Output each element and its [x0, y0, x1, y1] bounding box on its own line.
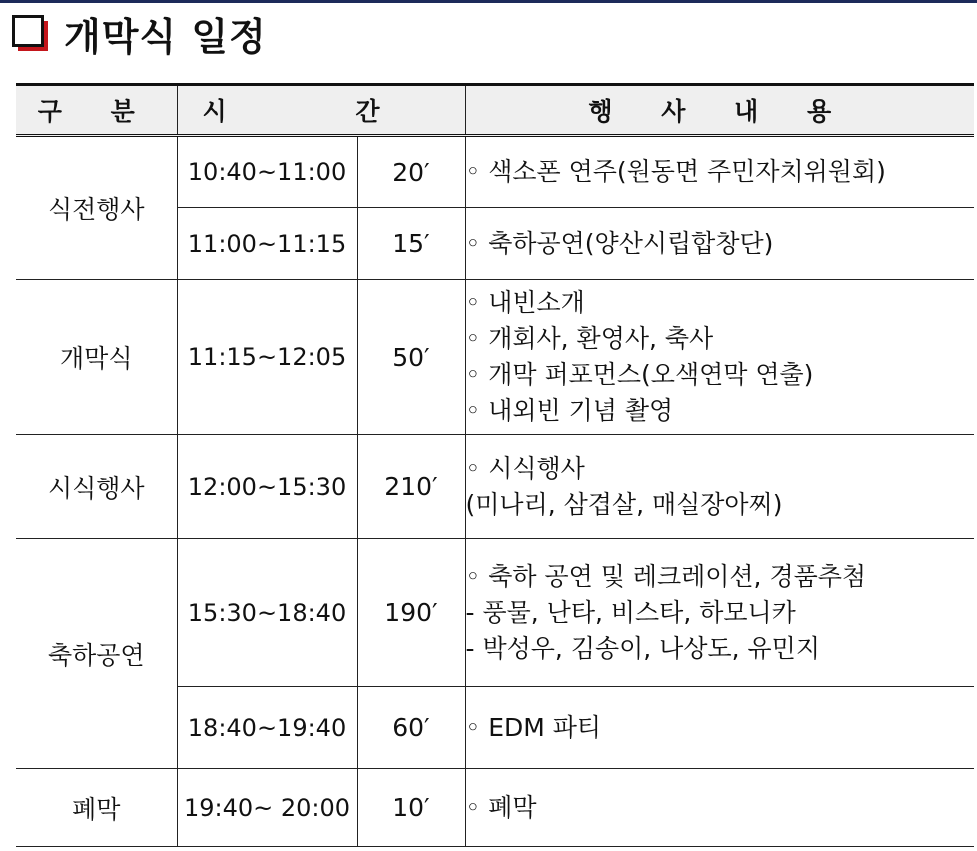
duration-cell: 20′	[357, 136, 465, 208]
content-line: ◦ 내빈소개	[465, 288, 585, 317]
table-header-row	[16, 85, 974, 136]
time-cell: 10:40~11:00	[177, 136, 357, 208]
content-line: ◦ 폐막	[465, 792, 537, 822]
table-row	[16, 435, 974, 539]
content-line: (미나리, 삼겹살, 매실장아찌)	[465, 489, 783, 519]
content-cell	[465, 687, 974, 769]
category-cell: 축하공연	[16, 539, 177, 769]
duration-cell: 50′	[357, 280, 465, 435]
content-line: ◦ EDM 파티	[465, 712, 602, 742]
content-cell	[465, 539, 974, 687]
content-line: ◦ 내외빈 기념 촬영	[465, 396, 674, 425]
time-cell: 18:40~19:40	[177, 687, 357, 769]
content-line: ◦ 색소폰 연주(원동면 주민자치위원회)	[465, 157, 886, 186]
duration-cell: 15′	[357, 208, 465, 280]
duration-cell: 190′	[357, 539, 465, 687]
duration-cell: 210′	[357, 435, 465, 539]
content-line: - 풍물, 난타, 비스타, 하모니카	[465, 597, 796, 627]
checkbox-square-icon	[12, 15, 48, 51]
time-cell: 19:40~ 20:00	[177, 769, 357, 847]
content-cell	[465, 435, 974, 539]
time-cell: 15:30~18:40	[177, 539, 357, 687]
time-cell: 11:15~12:05	[177, 280, 357, 435]
content-line: ◦ 개회사, 환영사, 축사	[465, 324, 714, 353]
table-row	[16, 136, 974, 208]
category-cell: 개막식	[16, 280, 177, 435]
header-time: 시 간	[177, 85, 465, 136]
content-cell	[465, 769, 974, 847]
content-line: - 박성우, 김송이, 나상도, 유민지	[465, 633, 820, 663]
schedule-table	[16, 83, 974, 847]
content-line: ◦ 시식행사	[465, 453, 585, 483]
top-rule	[0, 0, 977, 3]
table-row	[16, 280, 974, 435]
category-cell: 시식행사	[16, 435, 177, 539]
page-title: 개막식 일정	[64, 14, 267, 59]
duration-cell: 10′	[357, 769, 465, 847]
table-row	[16, 769, 974, 847]
section-heading	[12, 8, 267, 58]
content-line: ◦ 축하 공연 및 레크레이션, 경품추첨	[465, 561, 867, 591]
content-line: ◦ 축하공연(양산시립합창단)	[465, 228, 774, 258]
time-cell: 12:00~15:30	[177, 435, 357, 539]
table-row	[16, 539, 974, 687]
time-cell: 11:00~11:15	[177, 208, 357, 280]
header-category: 구 분	[16, 85, 177, 136]
content-cell	[465, 208, 974, 280]
content-line: ◦ 개막 퍼포먼스(오색연막 연출)	[465, 360, 814, 389]
category-cell: 식전행사	[16, 136, 177, 280]
content-cell	[465, 280, 974, 435]
content-cell	[465, 136, 974, 208]
category-cell: 폐막	[16, 769, 177, 847]
duration-cell: 60′	[357, 687, 465, 769]
header-content: 행 사 내 용	[465, 85, 974, 136]
